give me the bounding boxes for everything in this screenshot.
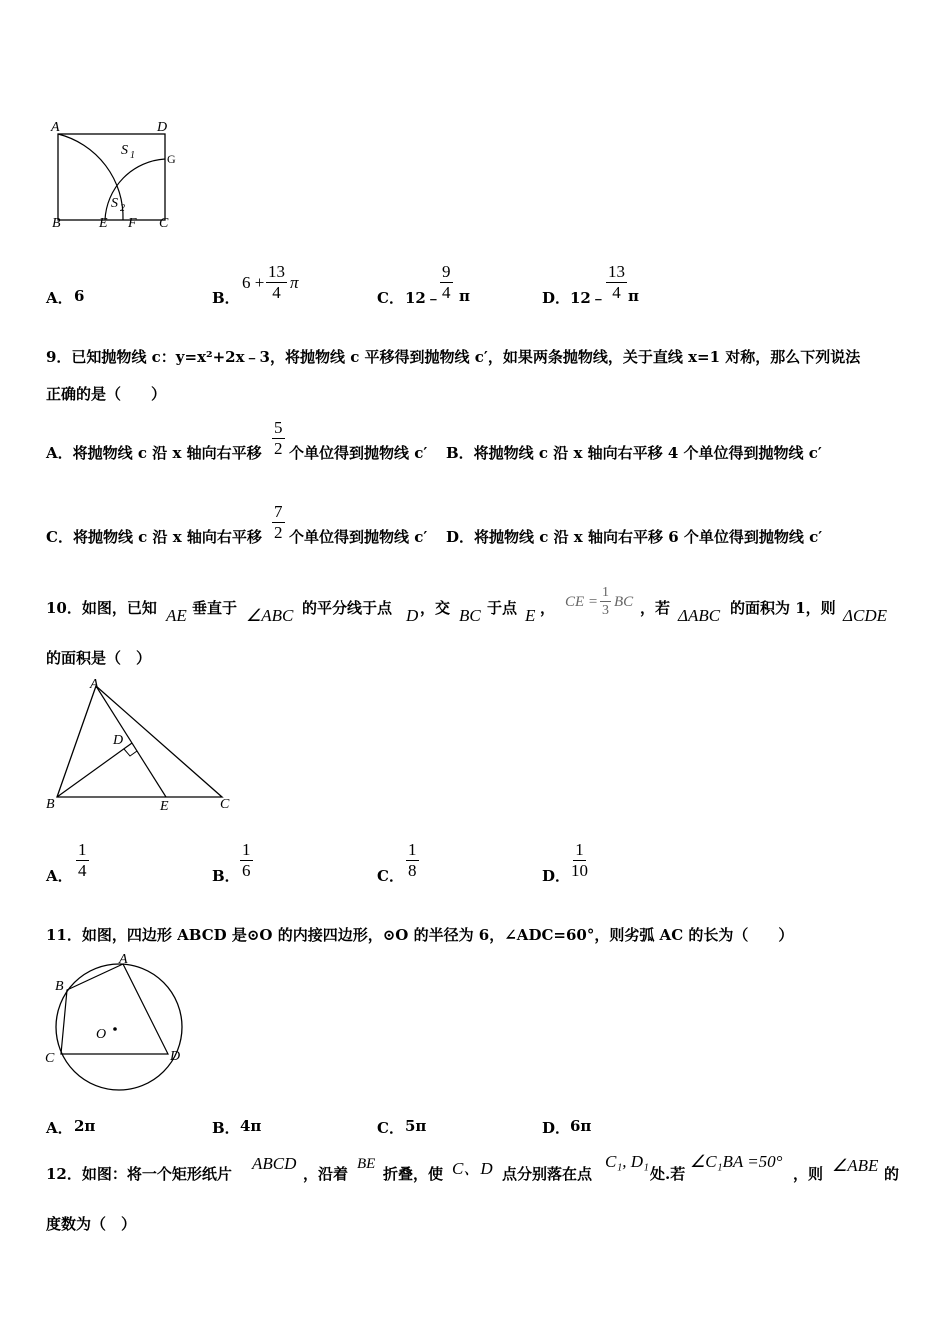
fraction <box>406 840 419 881</box>
option-label: A． <box>46 289 73 307</box>
text-fragment: BC <box>459 606 481 625</box>
text-fragment: A． <box>46 867 73 885</box>
figure-label: B <box>55 979 64 994</box>
text-fragment <box>57 686 222 797</box>
text-fragment: ，则 <box>793 1165 824 1183</box>
q9-stem-cont: 正确的是（ ） <box>46 385 167 403</box>
fraction <box>76 840 89 881</box>
text-fragment: ΔABC <box>678 606 721 625</box>
figure-label: C <box>45 1051 55 1066</box>
text-fragment: 6π <box>570 1117 592 1135</box>
figure-label: D <box>113 733 124 748</box>
fraction <box>272 502 285 543</box>
q9-option-b[interactable]: B．将抛物线 c 沿 x 轴向右平移 4 个单位得到抛物线 c′ <box>446 444 822 462</box>
fraction <box>571 840 588 881</box>
text-fragment: ∠ABC <box>246 606 294 625</box>
figure-label: 2 <box>120 203 125 214</box>
text-fragment: B． <box>212 1119 240 1137</box>
figure-label: G <box>167 152 176 166</box>
text-fragment: 垂直于 <box>192 599 238 617</box>
fraction <box>266 262 287 303</box>
figure-label: E <box>160 799 169 814</box>
text-fragment: D <box>406 606 419 625</box>
q11-figure <box>40 950 190 1095</box>
figure-label: B <box>46 797 55 812</box>
text-fragment: C． <box>377 867 404 885</box>
text-fragment: D． <box>542 1119 571 1137</box>
option-text: A．将抛物线 c 沿 x 轴向右平移 <box>46 444 262 462</box>
text-fragment: 4π <box>240 1117 262 1135</box>
text-fragment: 9 <box>442 262 451 281</box>
text-fragment: 折叠，使 <box>383 1165 444 1183</box>
q8-figure <box>45 118 185 233</box>
figure-label: E <box>99 216 108 231</box>
text-fragment: C． <box>377 1119 404 1137</box>
text-fragment: 的 <box>884 1165 900 1183</box>
fraction <box>240 840 253 881</box>
text-fragment: ，若 <box>640 599 671 617</box>
text-fragment: 4 <box>272 283 281 302</box>
option-label: B． <box>212 289 240 307</box>
figure-label: A <box>119 952 128 967</box>
text-fragment: 5 <box>274 418 283 437</box>
text-fragment: ABCD <box>252 1154 297 1173</box>
text-fragment: 12．如图：将一个矩形纸片 <box>46 1165 232 1183</box>
text-fragment: BE <box>357 1156 376 1172</box>
pi-symbol: π <box>628 287 639 305</box>
q10-stem-cont: 的面积是（ ） <box>46 649 152 667</box>
text-fragment: D． <box>542 867 571 885</box>
figure-label: D <box>157 120 168 135</box>
text-fragment: 1 <box>575 840 584 859</box>
figure-label: S <box>111 196 118 211</box>
text-fragment: 点分别落在点 <box>502 1165 593 1183</box>
fraction <box>440 262 453 303</box>
figure-label: C <box>159 216 169 231</box>
text-fragment: 1 <box>78 840 87 859</box>
text-fragment: 2 <box>274 439 283 458</box>
text-fragment: 处.若 <box>650 1165 686 1183</box>
text-fragment: C、D <box>452 1159 493 1178</box>
text-fragment: ， <box>540 599 556 617</box>
text-fragment: 的面积为 1，则 <box>730 599 836 617</box>
text-fragment <box>61 964 168 1054</box>
q9-stem: 9．已知抛物线 c：y=x²+2x﹣3，将抛物线 c 平移得到抛物线 c′，如果两条抛物线，关于直线 x=1 对称，那么下列说法 <box>46 348 861 366</box>
option-text: 个单位得到抛物线 c′ <box>289 444 428 462</box>
text-fragment: 5π <box>405 1117 427 1135</box>
text-fragment: 1 <box>408 840 417 859</box>
text-fragment: 4 <box>78 861 87 880</box>
figure-label: 1 <box>130 150 135 161</box>
q10-figure <box>40 674 240 816</box>
figure-label: S <box>121 143 128 158</box>
text-fragment: ∠ABE <box>832 1156 879 1175</box>
text-fragment: 的平分线于点 <box>302 599 393 617</box>
text-fragment: 1 <box>242 840 251 859</box>
text-fragment: 4 <box>612 283 621 302</box>
figure-label: A <box>51 120 60 135</box>
fraction <box>600 584 611 619</box>
text-fragment: BC <box>614 594 634 610</box>
figure-label: D <box>170 1049 181 1064</box>
q9-option-d[interactable]: D．将抛物线 c 沿 x 轴向右平移 6 个单位得到抛物线 c′ <box>446 528 823 546</box>
text-fragment: CE = <box>565 594 599 610</box>
option-label: D． <box>542 289 571 307</box>
figure-label: F <box>128 216 137 231</box>
fraction <box>606 262 627 303</box>
q11-stem: 11．如图，四边形 ABCD 是⊙O 的内接四边形，⊙O 的半径为 6，∠ADC=60°，则劣弧 AC 的长为（ ） <box>46 926 794 944</box>
text-fragment: ，沿着 <box>303 1165 349 1183</box>
text-fragment: 2π <box>74 1117 96 1135</box>
figure-label: B <box>52 216 61 231</box>
text-fragment: 8 <box>408 861 417 880</box>
text-fragment: 10．如图，已知 <box>46 599 157 617</box>
text-fragment: 6 <box>242 861 251 880</box>
pi-symbol: π <box>290 273 299 292</box>
text-fragment: 7 <box>274 502 283 521</box>
figure-label: C <box>220 797 230 812</box>
figure-label: A <box>90 677 99 692</box>
text-fragment: A． <box>46 1119 73 1137</box>
text-fragment <box>124 749 137 756</box>
option-text: 6 <box>74 287 85 305</box>
option-label: C． <box>377 289 404 307</box>
text-fragment: 于点 <box>487 599 518 617</box>
text-fragment: AE <box>166 606 187 625</box>
option-text: 12﹣ <box>570 289 606 307</box>
text-fragment: ∠C₁BA =50° <box>690 1152 783 1171</box>
text-fragment: 1 <box>602 585 609 600</box>
text-fragment <box>57 743 132 797</box>
text-fragment: 4 <box>442 283 451 302</box>
text-fragment <box>96 686 166 797</box>
text-fragment: ΔCDE <box>843 606 887 625</box>
text-fragment: E <box>525 606 536 625</box>
text-fragment <box>113 1027 117 1031</box>
text-fragment: B． <box>212 867 240 885</box>
q12-stem-cont: 度数为（ ） <box>46 1215 137 1233</box>
text-fragment: C₁, D₁ <box>605 1152 649 1171</box>
text-fragment: 10 <box>571 861 588 880</box>
text-fragment: 13 <box>268 262 285 281</box>
figure-label: O <box>96 1027 107 1042</box>
option-text: 12﹣ <box>405 289 441 307</box>
text-fragment: 2 <box>274 523 283 542</box>
option-text: 个单位得到抛物线 c′ <box>289 528 428 546</box>
text-fragment: 3 <box>602 603 609 618</box>
pi-symbol: π <box>459 287 470 305</box>
option-text: 6 + <box>242 273 265 292</box>
text-fragment <box>56 964 182 1090</box>
fraction <box>272 418 285 459</box>
text-fragment: 13 <box>608 262 625 281</box>
text-fragment: ，交 <box>420 599 451 617</box>
option-text: C．将抛物线 c 沿 x 轴向右平移 <box>46 528 262 546</box>
